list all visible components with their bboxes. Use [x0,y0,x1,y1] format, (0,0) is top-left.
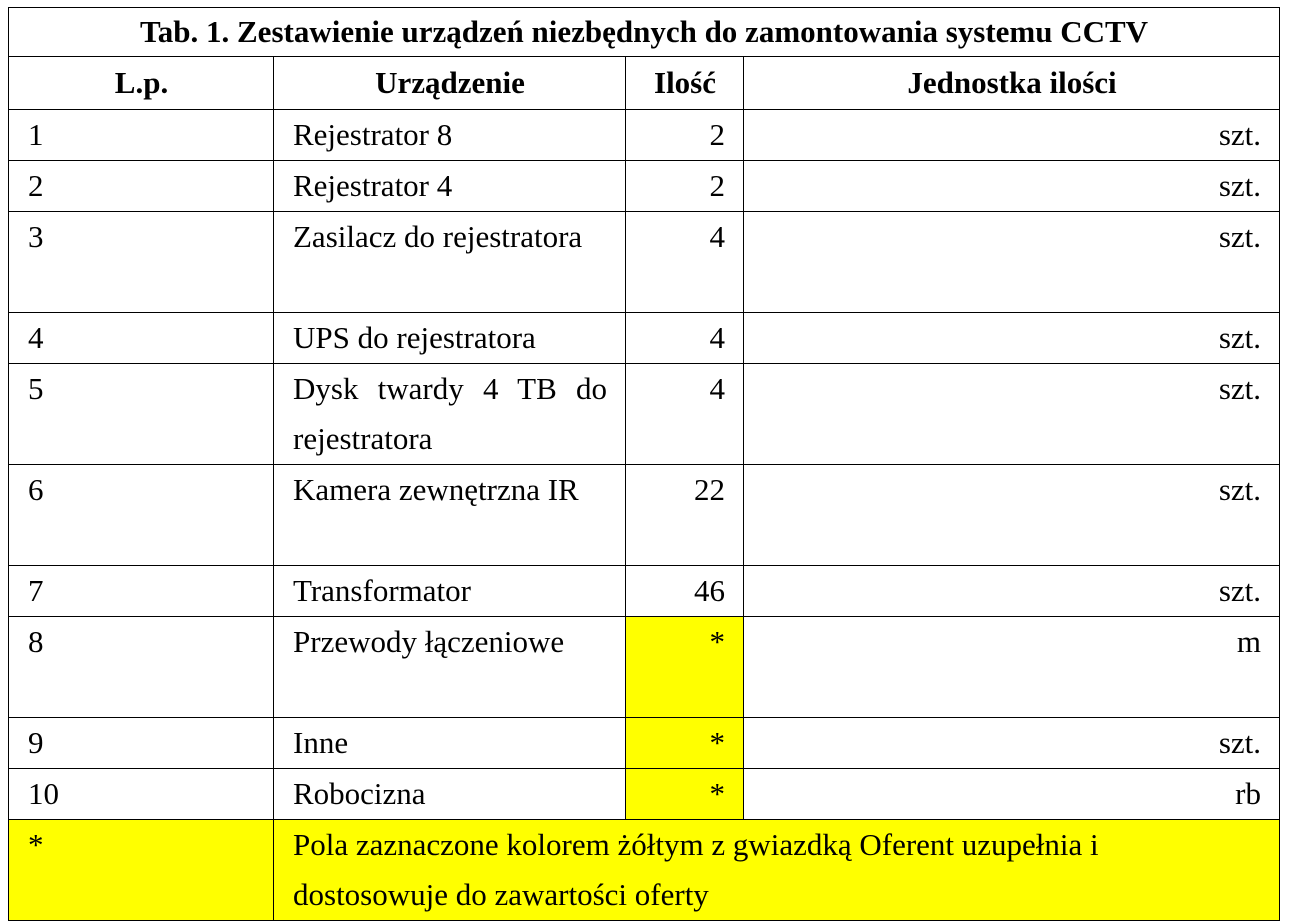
table-title-row [9,8,1280,57]
table-row [9,110,1280,161]
table-row [9,465,1280,566]
cell-qty-highlighted: * [626,769,744,820]
cell-lp: 3 [9,212,274,313]
cell-qty: 22 [626,465,744,566]
cell-qty-highlighted: * [626,617,744,718]
cell-unit: szt. [744,313,1280,364]
cell-qty-highlighted: * [626,718,744,769]
cell-lp: 2 [9,161,274,212]
table-row [9,566,1280,617]
cell-qty: 2 [626,161,744,212]
cell-device: Zasilacz do rejestratora [274,212,626,313]
note-text: Pola zaznaczone kolorem żółtym z gwiazdką Oferent uzupełnia i dostosowuje do zawartości oferty [274,820,1280,921]
cell-unit: szt. [744,718,1280,769]
cell-lp: 4 [9,313,274,364]
equipment-table [8,7,1280,921]
cell-unit: m [744,617,1280,718]
cell-lp: 8 [9,617,274,718]
cell-device: Rejestrator 4 [274,161,626,212]
header-device: Urządzenie [274,57,626,110]
cell-qty: 4 [626,212,744,313]
cell-lp: 6 [9,465,274,566]
cell-device: Dysk twardy 4 TB do rejestratora [274,364,626,465]
cell-device: Robocizna [274,769,626,820]
table-title: Tab. 1. Zestawienie urządzeń niezbędnych do zamontowania systemu CCTV [9,8,1280,57]
cell-device: Rejestrator 8 [274,110,626,161]
cell-qty: 2 [626,110,744,161]
cell-unit: rb [744,769,1280,820]
cell-unit: szt. [744,212,1280,313]
table-row [9,161,1280,212]
header-unit: Jednostka ilości [744,57,1280,110]
cell-lp: 1 [9,110,274,161]
note-mark: * [9,820,274,921]
cell-device: Kamera zewnętrzna IR [274,465,626,566]
note-row [9,820,1280,921]
table-row [9,212,1280,313]
cell-qty: 4 [626,313,744,364]
cell-device: Przewody łączeniowe [274,617,626,718]
cell-unit: szt. [744,364,1280,465]
header-qty: Ilość [626,57,744,110]
table-header-row [9,57,1280,110]
table-row [9,769,1280,820]
header-lp: L.p. [9,57,274,110]
table-row [9,617,1280,718]
cell-lp: 9 [9,718,274,769]
table-row [9,718,1280,769]
table-row [9,364,1280,465]
cell-qty: 46 [626,566,744,617]
cell-lp: 7 [9,566,274,617]
cell-unit: szt. [744,566,1280,617]
cell-unit: szt. [744,161,1280,212]
cell-lp: 10 [9,769,274,820]
cell-unit: szt. [744,110,1280,161]
cell-device: UPS do rejestratora [274,313,626,364]
cell-device: Transformator [274,566,626,617]
cell-qty: 4 [626,364,744,465]
table-row [9,313,1280,364]
cell-device: Inne [274,718,626,769]
cell-unit: szt. [744,465,1280,566]
cell-lp: 5 [9,364,274,465]
